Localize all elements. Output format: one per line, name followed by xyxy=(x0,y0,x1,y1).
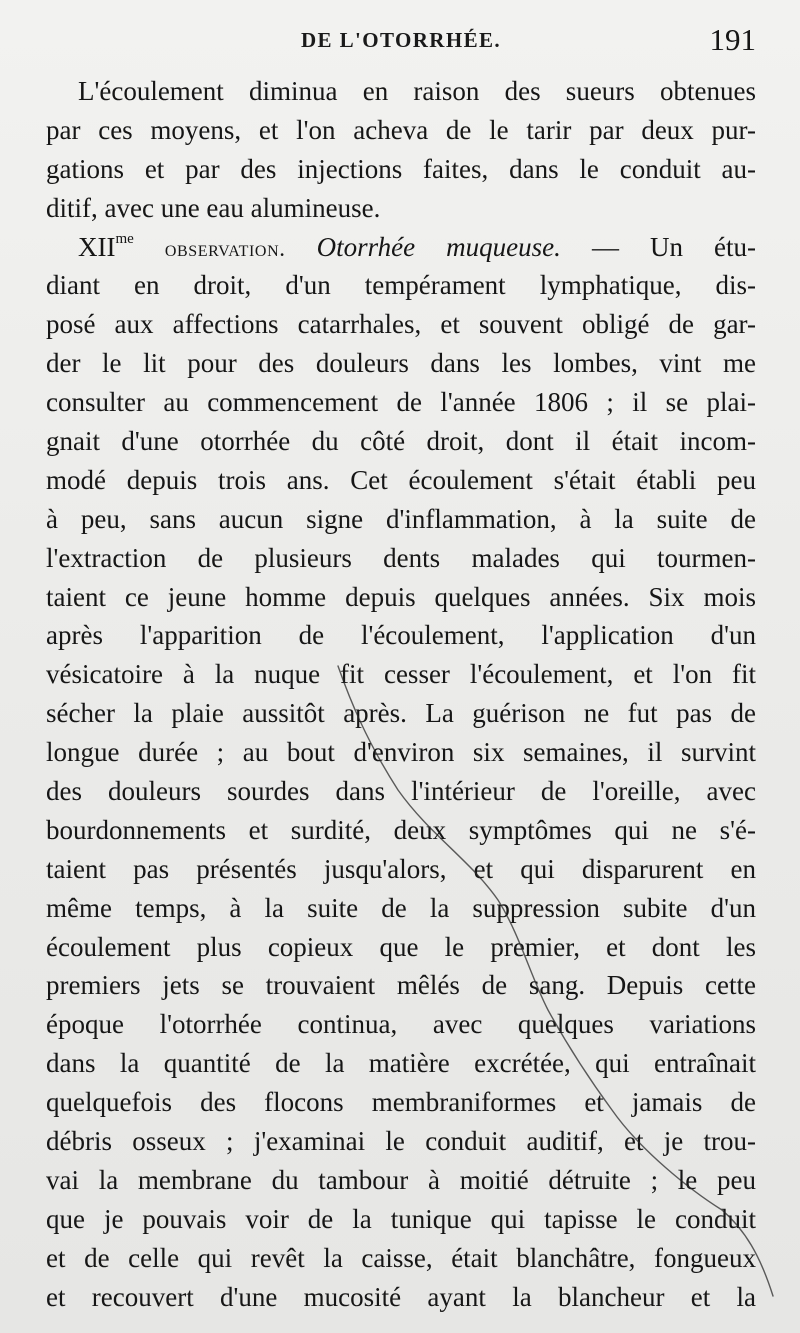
text-line: l'extraction de plusieurs dents malades qui tourmen- xyxy=(46,542,756,573)
text-line: écoulement plus copieux que le premier, et dont les xyxy=(46,931,756,962)
page-number: 191 xyxy=(709,22,756,57)
observation-first-line-text: — Un étu- xyxy=(591,231,757,262)
text-line: époque l'otorrhée continua, avec quelques variations xyxy=(46,1009,756,1040)
text-line: taient ce jeune homme depuis quelques années. Six mois xyxy=(46,581,756,612)
text-line: taient pas présentés jusqu'alors, et qui disparurent en xyxy=(46,853,756,884)
text-line: diant en droit, d'un tempérament lymphatique, dis- xyxy=(46,270,756,301)
text-line: consulter au commencement de l'année 1806 ; il se plai- xyxy=(46,387,756,418)
text-line: que je pouvais voir de la tunique qui tapisse le conduit xyxy=(46,1203,756,1234)
text-line: après l'apparition de l'écoulement, l'application d'un xyxy=(46,620,756,651)
observation-number: $XII^{me}$ xyxy=(78,230,134,262)
text-line: vésicatoire à la nuque fit cesser l'écoulement, et l'on fit xyxy=(46,659,756,690)
text-line: vai la membrane du tambour à moitié détruite ; le peu xyxy=(46,1164,756,1195)
paragraph-closing-previous xyxy=(46,72,756,228)
observation-heading-line xyxy=(46,228,756,267)
text-line: gations et par des injections faites, dans le conduit au- xyxy=(46,153,756,184)
text-line: der le lit pour des douleurs dans les lombes, vint me xyxy=(46,348,756,379)
text-line: même temps, à la suite de la suppression subite d'un xyxy=(46,892,756,923)
running-title: DE L'OTORRHÉE. xyxy=(300,28,502,52)
text-line: et de celle qui revêt la caisse, était blanchâtre, fongueux xyxy=(46,1242,756,1273)
text-line: et recouvert d'une mucosité ayant la blancheur et la xyxy=(46,1281,756,1312)
observation-label: observation. xyxy=(164,235,286,261)
text-line: dans la quantité de la matière excrétée, qui entraînait xyxy=(46,1048,756,1079)
observation-paragraph xyxy=(46,228,756,1317)
text-line: gnait d'une otorrhée du côté droit, dont il était incom- xyxy=(46,426,756,457)
body-text xyxy=(46,72,756,1317)
text-line: L'écoulement diminua en raison des sueurs obtenues xyxy=(78,76,756,106)
text-line: à peu, sans aucun signe d'inflammation, à la suite de xyxy=(46,503,756,534)
text-line: débris osseux ; j'examinai le conduit auditif, et je trou- xyxy=(46,1126,756,1157)
observation-number-suffix: me xyxy=(115,230,134,247)
text-line: ditif, avec une eau alumineuse. xyxy=(46,192,381,223)
text-line: modé depuis trois ans. Cet écoulement s'était établi peu xyxy=(46,464,756,495)
text-line: longue durée ; au bout d'environ six semaines, il survint xyxy=(46,737,756,768)
text-line: posé aux affections catarrhales, et souvent obligé de gar- xyxy=(46,309,756,340)
observation-title: Otorrhée muqueuse. xyxy=(316,231,561,262)
text-line: par ces moyens, et l'on acheva de le tarir par deux pur- xyxy=(46,114,756,145)
text-line: quelquefois des flocons membraniformes et jamais de xyxy=(46,1087,756,1118)
text-line: bourdonnements et surdité, deux symptômes qui ne s'é- xyxy=(46,814,756,845)
text-line: des douleurs sourdes dans l'intérieur de l'oreille, avec xyxy=(46,776,756,807)
page-header xyxy=(46,22,756,62)
text-line: sécher la plaie aussitôt après. La guérison ne fut pas de xyxy=(46,698,756,729)
text-line: premiers jets se trouvaient mêlés de sang. Depuis cette xyxy=(46,970,756,1001)
